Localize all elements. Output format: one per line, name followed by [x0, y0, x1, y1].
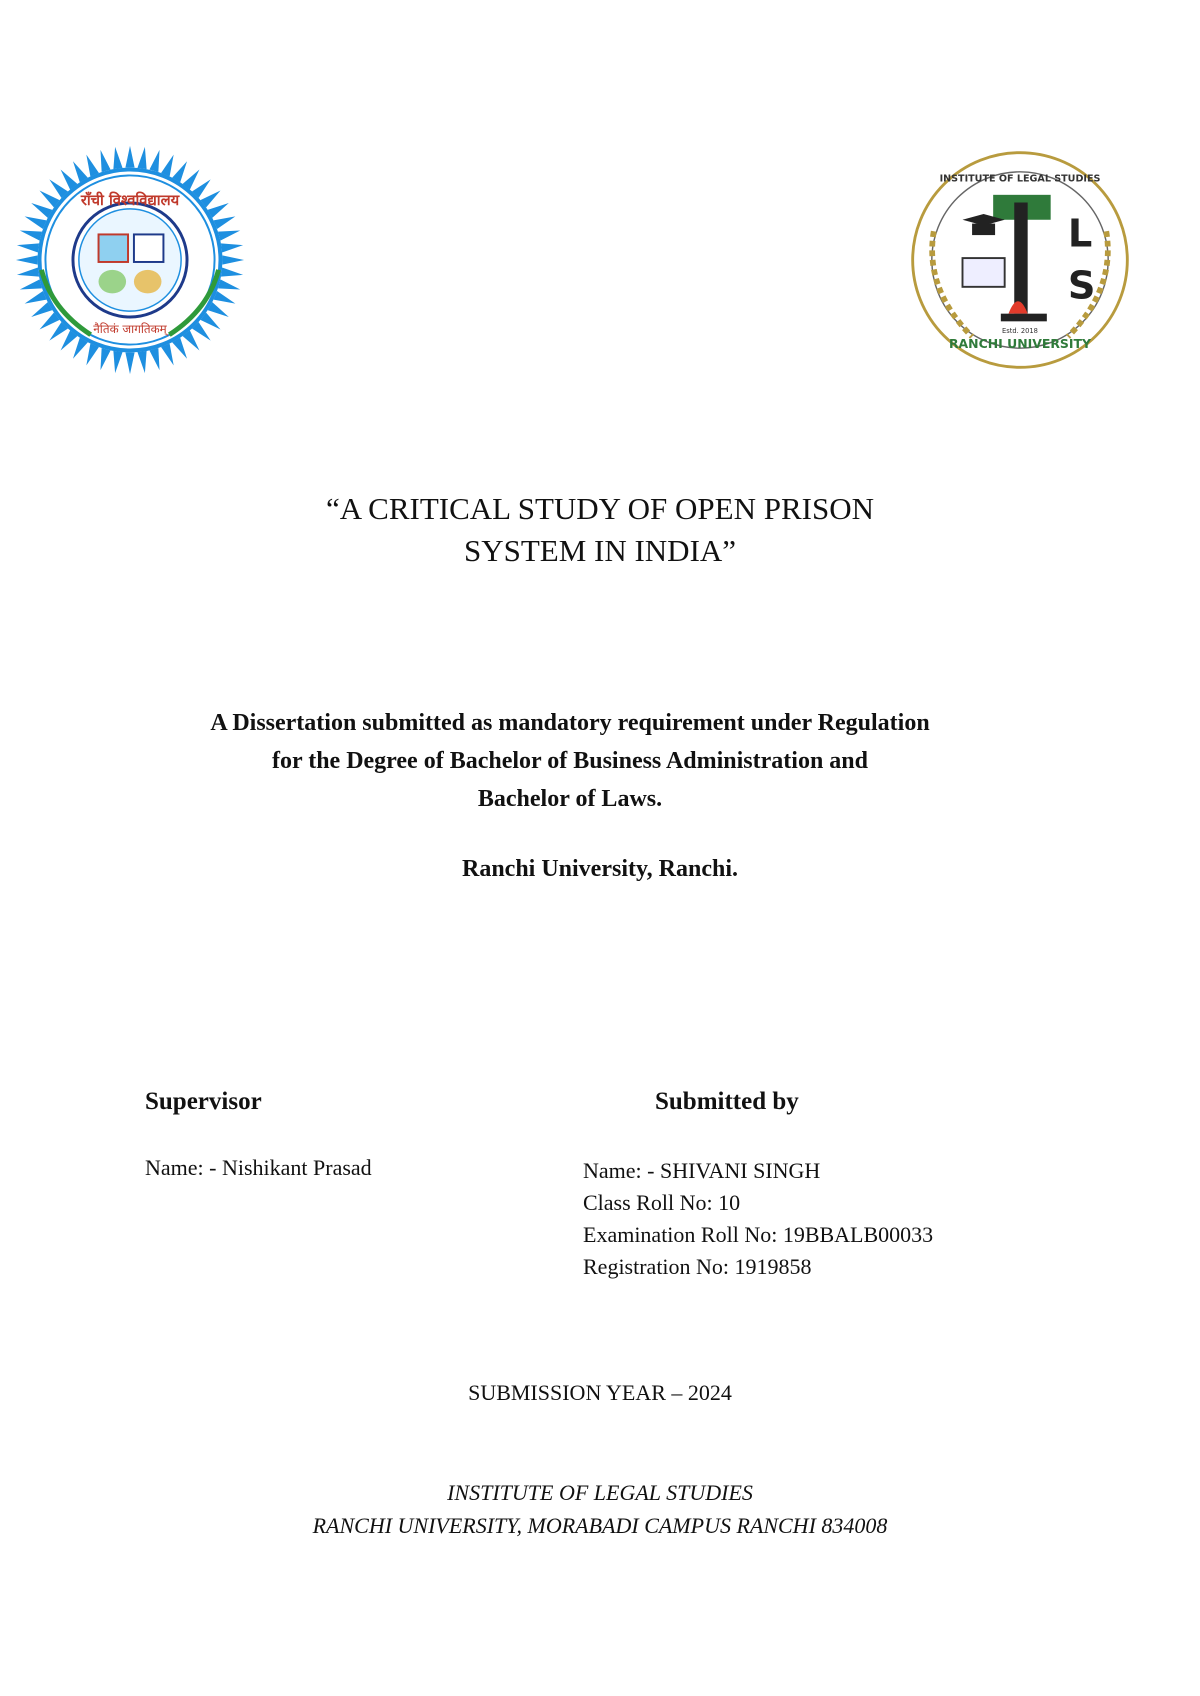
examination-roll-number: Examination Roll No: 19BBALB00033 — [583, 1222, 934, 1247]
svg-text:L: L — [1067, 211, 1093, 257]
submitter-details — [583, 1155, 933, 1283]
submitted-by-heading: Submitted by — [655, 1088, 799, 1115]
statement-line-1: A Dissertation submitted as mandatory requirement under Regulation — [210, 710, 930, 736]
svg-text:राँची विश्वविद्यालय: राँची विश्वविद्यालय — [80, 191, 180, 209]
institute-address — [150, 1476, 1050, 1542]
institute-of-legal-studies-seal-icon — [905, 145, 1135, 375]
svg-text:RANCHI UNIVERSITY: RANCHI UNIVERSITY — [948, 336, 1092, 352]
title-line-1: “A CRITICAL STUDY OF OPEN PRISON — [326, 491, 874, 526]
submission-year: SUBMISSION YEAR – 2024 — [468, 1380, 732, 1405]
submitter-name: Name: - SHIVANI SINGH — [583, 1158, 821, 1183]
university-name: Ranchi University, Ranchi. — [461, 856, 739, 882]
ranchi-university-seal-icon — [12, 142, 248, 378]
svg-text:INSTITUTE OF LEGAL STUDIES: INSTITUTE OF LEGAL STUDIES — [939, 173, 1101, 185]
svg-text:नैतिकं जागतिकम्: नैतिकं जागतिकम् — [93, 321, 167, 336]
statement-line-2: for the Degree of Bachelor of Business Administration and — [271, 748, 868, 774]
submission-statement — [120, 704, 1020, 818]
registration-number: Registration No: 1919858 — [583, 1254, 812, 1279]
svg-text:S: S — [1067, 263, 1096, 309]
institute-name: INSTITUTE OF LEGAL STUDIES — [447, 1480, 753, 1505]
dissertation-title — [200, 488, 1000, 572]
class-roll-number: Class Roll No: 10 — [583, 1190, 741, 1215]
institute-campus: RANCHI UNIVERSITY, MORABADI CAMPUS RANCHI 834008 — [312, 1513, 888, 1538]
svg-text:Estd. 2018: Estd. 2018 — [1002, 326, 1038, 335]
supervisor-heading: Supervisor — [145, 1088, 262, 1115]
title-line-2: SYSTEM IN INDIA” — [463, 533, 737, 568]
supervisor-name: Name: - Nishikant Prasad — [145, 1155, 372, 1180]
statement-line-3: Bachelor of Laws. — [477, 786, 663, 812]
